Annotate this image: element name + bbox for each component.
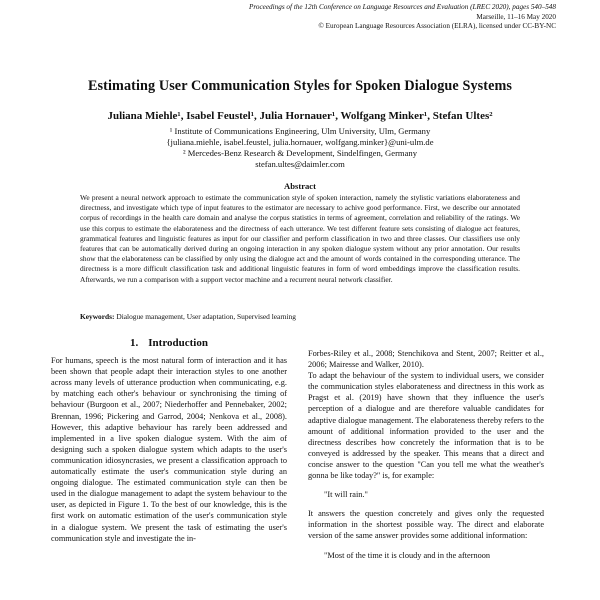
- example-quote-1: "It will rain.": [324, 490, 368, 500]
- right-column: [308, 348, 544, 569]
- author-list: Juliana Miehle¹, Isabel Feustel¹, Julia Hornauer¹, Wolfgang Minker¹, Stefan Ultes²: [107, 110, 493, 122]
- abstract-heading: Abstract: [284, 181, 316, 191]
- example-quote-2: "Most of the time it is cloudy and in the afternoon: [324, 550, 491, 560]
- affiliation-2: ² Mercedes-Benz Research & Development, Sindelfingen, Germany: [182, 148, 418, 158]
- license-line: © European Language Resources Association (ELRA), licensed under CC-BY-NC: [318, 22, 556, 31]
- proceedings-header: [176, 3, 556, 32]
- proceedings-line: Proceedings of the 12th Conference on Language Resources and Evaluation (LREC 2020), pages 540–548: [248, 3, 556, 11]
- section-number: 1.: [130, 337, 139, 349]
- affiliation-1: ¹ Institute of Communications Engineering, Ulm University, Ulm, Germany: [169, 126, 431, 136]
- intro-paragraph-2: To adapt the behaviour of the system to individual users, we consider the communication styles elaborateness and directness in this work as Pragst et al. (2019) have shown that they influence the user's perception of a dialogue and are therefore valuable candidates for adaptive dialogue management. The elaborateness thereby refers to the amount of additional information provided to the user and the directness describes how concretely the information that is to be conveyed is addressed by the speaker. This means that a direct and concise answer to the question "Can you tell me what the weather's gonna be like today?" is, for example:: [308, 371, 544, 481]
- intro-paragraph-3: It answers the question concretely and gives only the requested information in the shortest possible way. The direct and elaborate version of the same answer provides some additional information:: [308, 509, 544, 541]
- keywords: [80, 312, 520, 322]
- section-title: Introduction: [148, 337, 208, 349]
- affiliation-2-email: stefan.ultes@daimler.com: [255, 159, 345, 169]
- keywords-label: Keywords:: [80, 312, 115, 321]
- location-line: Marseille, 11–16 May 2020: [476, 12, 556, 21]
- intro-continuation: Forbes-Riley et al., 2008; Stenchikova and Stent, 2007; Reitter et al., 2006; Mairesse and Walker, 2010).: [308, 349, 544, 370]
- intro-paragraph-1: For humans, speech is the most natural form of interaction and it has been shown that people adapt their interaction styles to one another across many levels of utterance production when communicating, e.g. by matching each other's behaviour or synchronising the timing of behaviour (Burgoon et al., 2007; Niederhoffer and Pennebaker, 2002; Brennan, 1996; Pickering and Garrod, 2004; Nenkova et al., 2008). However, this adaptive behaviour has rarely been addressed and implemented in a live spoken dialogue system. With the aim of designing such a spoken dialogue system which adapts to the user's communication idiosyncrasies, we present a classification approach to automatically estimate the user's communication style during an ongoing dialogue. The estimated communication style can then be used in the dialogue management to adapt the system behaviour to the user, as depicted in Figure 1. To the best of our knowledge, this is the first work on automatic estimation of the user's communication style in a dialogue system. We present the task of estimating the user's communication style and investigate the in-: [51, 356, 287, 543]
- keywords-text: Dialogue management, User adaptation, Supervised learning: [116, 312, 296, 321]
- affiliations: [0, 126, 600, 170]
- affiliation-1-emails: {juliana.miehle, isabel.feustel, julia.hornauer, wolfgang.minker}@uni-ulm.de: [166, 137, 434, 147]
- left-column: [51, 338, 287, 544]
- section-heading: [51, 338, 287, 349]
- abstract-text: We present a neural network approach to estimate the communication style of spoken interaction, namely the stylistic variations elaborateness and directness, and investigate which type of input features to the estimator are necessary to achive good performance. First, we describe our annotated corpus of recordings in the health care domain and analyse the corpus statistics in terms of agreement, correlation and reliability of the ratings. We use this corpus to estimate the elaborateness and the directness of each utterance. We test different feature sets consisting of dialogue act features, grammatical features and linguistic features as input for our classifier and perform classification in two and three classes. Our classifiers use only features that can be automatically derived during an ongoing interaction in any spoken dialogue system without any prior annotation. Our results show that the elaborateness can be classified by only using the dialogue act and the amount of words contained in the corresponding utterance. The directness is a more difficult classification task and additional linguistic features in form of word embeddings improve the classification results. Afterwards, we run a comparison with a support vector machine and a recurrent neural network classifier.: [80, 193, 520, 284]
- paper-title: Estimating User Communication Styles for Spoken Dialogue Systems: [87, 78, 513, 94]
